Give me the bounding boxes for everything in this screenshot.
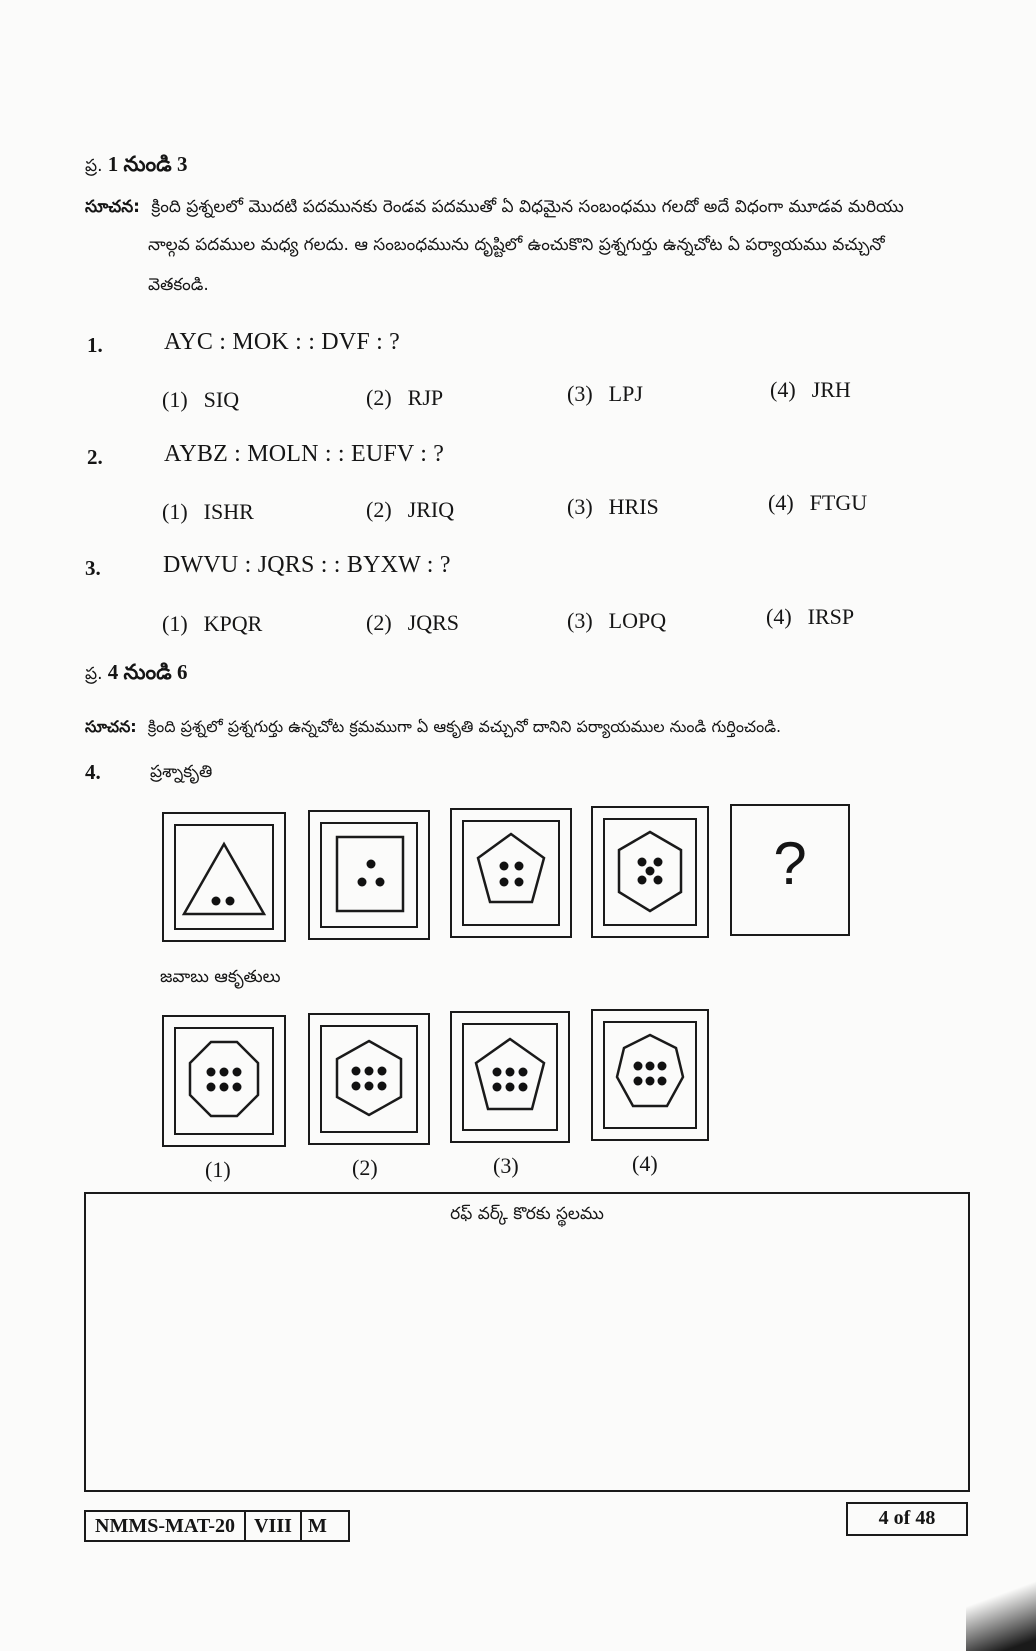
problem-figure-2 — [308, 810, 430, 940]
option-number: (4) — [770, 377, 796, 402]
option-number: (2) — [366, 385, 392, 410]
q2-option-2[interactable] — [366, 497, 454, 523]
note-line-3: వెతకండి. — [148, 275, 209, 295]
heading-prefix: ప్ర. — [85, 664, 103, 684]
rough-work-label: రఫ్ వర్క్ కొరకు స్థలము — [450, 1204, 604, 1224]
answer-label-2: (2) — [352, 1155, 378, 1180]
q1-option-4[interactable] — [770, 377, 851, 403]
option-value: LOPQ — [608, 608, 667, 633]
option-number: (3) — [567, 494, 593, 519]
option-value: KPQR — [203, 611, 263, 636]
footer-class: VIII — [244, 1510, 302, 1542]
note-label: సూచన: — [85, 717, 137, 736]
q2-option-3[interactable] — [567, 494, 659, 520]
note-line-2: నాల్గవ పదముల మధ్య గలదు. ఆ సంబంధమును దృష్టిలో ఉంచుకొని ప్రశ్నగుర్తు ఉన్నచోట ఏ పర్యాయము వచ్చునో — [148, 235, 885, 255]
problem-figure-3 — [450, 808, 572, 938]
problem-figure-1 — [162, 812, 286, 942]
q1-option-2[interactable] — [366, 385, 443, 411]
question-3-number: 3. — [85, 556, 101, 580]
question-4-number: 4. — [85, 760, 101, 784]
answer-figure-4[interactable] — [591, 1009, 709, 1141]
question-2-number: 2. — [87, 445, 103, 469]
triangle-two-dots-figure — [164, 814, 288, 944]
answer-label-1: (1) — [205, 1157, 231, 1182]
question-3-text: DWVU : JQRS : : BYXW : ? — [163, 552, 451, 578]
answer-figures-label: జవాబు ఆకృతులు — [160, 967, 281, 987]
section-2-instructions — [85, 708, 1005, 746]
note-label: సూచన: — [85, 197, 140, 217]
page-edge-shadow — [966, 1560, 1036, 1651]
option-number: (1) — [162, 611, 188, 636]
question-1-number: 1. — [87, 333, 103, 357]
question-mark: ? — [773, 830, 807, 897]
question-2-text: AYBZ : MOLN : : EUFV : ? — [164, 441, 445, 467]
q3-option-4[interactable] — [766, 604, 854, 630]
footer-exam-code: NMMS-MAT-20 — [84, 1510, 246, 1542]
q1-option-3[interactable] — [567, 381, 643, 407]
option-number: (4) — [766, 604, 792, 629]
option-number: (1) — [162, 387, 188, 412]
square-three-dots-figure — [310, 812, 432, 942]
option-number: (3) — [567, 608, 593, 633]
rough-work-area[interactable] — [84, 1192, 970, 1492]
question-1-text: AYC : MOK : : DVF : ? — [164, 329, 401, 355]
option-value: JQRS — [407, 610, 460, 635]
octagon-six-dots-figure — [164, 1017, 288, 1149]
q2-option-1[interactable] — [162, 499, 254, 525]
option-value: RJP — [407, 385, 444, 410]
hexagon-six-dots-figure — [310, 1015, 432, 1147]
note-line-3-row — [148, 266, 209, 304]
problem-figure-5 — [730, 804, 850, 936]
option-number: (1) — [162, 499, 188, 524]
problem-figures-label: ప్రశ్నాకృతి — [150, 762, 213, 782]
note-text: క్రింది ప్రశ్నలో ప్రశ్నగుర్తు ఉన్నచోట క్రమముగా ఏ ఆకృతి వచ్చునో దానిని పర్యాయముల నుండి గుర్తించండి. — [147, 717, 782, 736]
answer-label-4: (4) — [632, 1151, 658, 1176]
option-value: SIQ — [203, 387, 240, 412]
footer-page-number: 4 of 48 — [846, 1502, 968, 1536]
pentagon-four-dots-figure — [452, 810, 574, 940]
pentagon-six-dots-figure — [452, 1013, 572, 1145]
q3-option-3[interactable] — [567, 608, 666, 634]
option-value: LPJ — [608, 381, 643, 406]
option-value: HRIS — [608, 494, 659, 519]
problem-figure-4 — [591, 806, 709, 938]
hexagon-five-dots-figure — [593, 808, 711, 940]
option-value: ISHR — [203, 499, 254, 524]
q1-option-1[interactable] — [162, 387, 239, 413]
note-line-1: క్రింది ప్రశ్నలలో మొదటి పదమునకు రెండవ పదముతో ఏ విధమైన సంబంధము గలదో అదే విధంగా మూడవ మరియు — [151, 197, 904, 217]
option-value: IRSP — [807, 604, 855, 629]
q2-option-4[interactable] — [768, 490, 867, 516]
answer-label-3: (3) — [493, 1153, 519, 1178]
option-number: (2) — [366, 610, 392, 635]
footer-medium: M — [300, 1510, 350, 1542]
section-1-heading — [85, 152, 187, 182]
option-value: JRH — [811, 377, 851, 402]
option-number: (2) — [366, 497, 392, 522]
answer-figure-2[interactable] — [308, 1013, 430, 1145]
option-number: (4) — [768, 490, 794, 515]
section-2-heading — [85, 660, 187, 690]
option-value: FTGU — [809, 490, 868, 515]
heading-range: 4 నుండి 6 — [107, 660, 188, 684]
q3-option-2[interactable] — [366, 610, 459, 636]
heading-range: 1 నుండి 3 — [107, 152, 188, 176]
note-line-2-row — [148, 226, 988, 264]
heading-prefix: ప్ర. — [85, 156, 103, 176]
answer-figure-3[interactable] — [450, 1011, 570, 1143]
answer-figure-1[interactable] — [162, 1015, 286, 1147]
q3-option-1[interactable] — [162, 611, 262, 637]
section-1-instructions — [85, 188, 985, 226]
option-value: JRIQ — [407, 497, 455, 522]
option-number: (3) — [567, 381, 593, 406]
heptagon-six-dots-figure — [593, 1011, 711, 1143]
